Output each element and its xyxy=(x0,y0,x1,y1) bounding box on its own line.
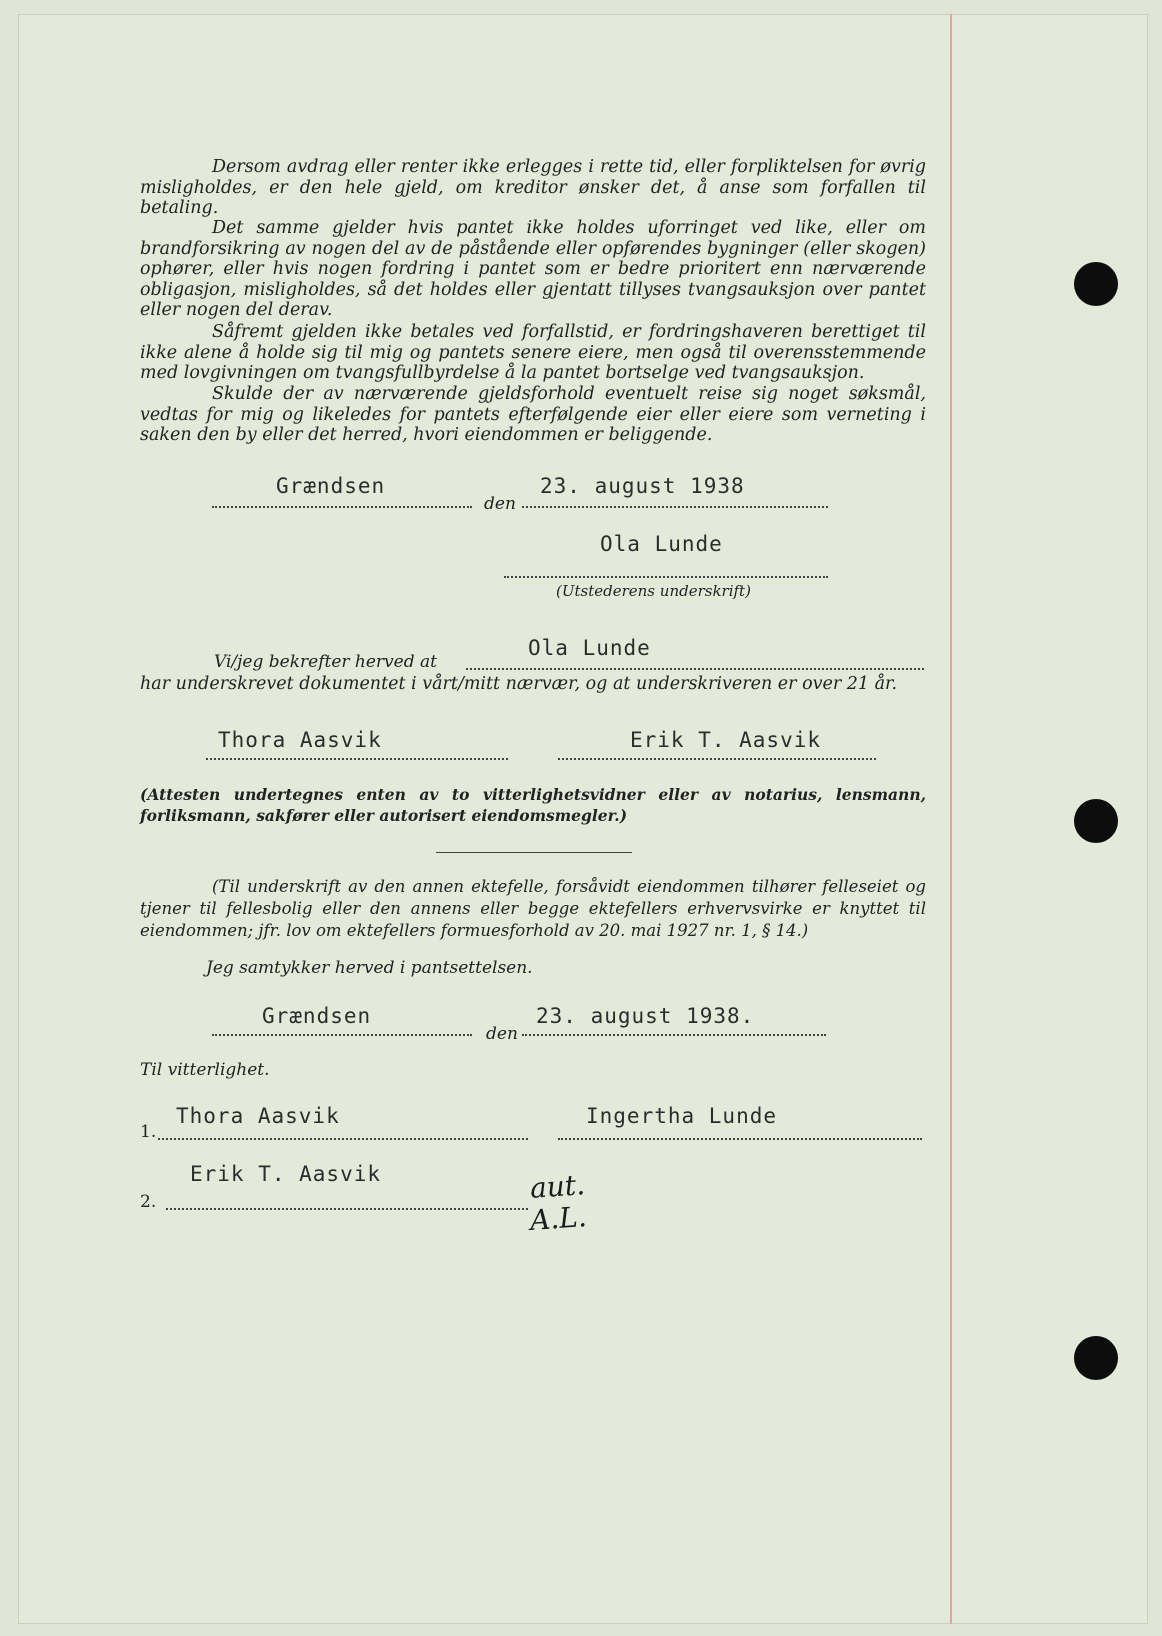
punch-hole-middle xyxy=(1074,799,1118,843)
spouse-den-label: den xyxy=(486,1024,518,1044)
consent-statement: Jeg samtykker herved i pantsettelsen. xyxy=(206,958,533,978)
spouse-note: (Til underskrift av den annen ektefelle, forsåvidt eiendommen tilhører felleseiet og tjener til fellesbolig eller den annens eller begge ektefellers erhvervsvirke er knyttet til eiendommen; jfr. lov om ektefellers formuesforhold av 20. mai 1927 nr. 1, § 14.) xyxy=(140,877,926,940)
confirm-signer-line xyxy=(466,668,924,670)
clause-enforcement: Såfremt gjelden ikke betales ved forfallstid, er fordringshaveren berettiget til ikke alene å holde sig til mig og pantets senere eiere, men også til overensstemmende med lovgivningen om tvangsfullbyrdelse å la pantet bortselge ved tvangsauksjon. xyxy=(140,322,926,383)
witness-row1-line xyxy=(158,1138,528,1140)
issuer-den-label: den xyxy=(484,494,516,514)
confirm-suffix: har underskrevet dokumentet i vårt/mitt nærvær, og at underskriveren er over 21 år. xyxy=(140,674,898,694)
punch-hole-bottom xyxy=(1074,1336,1118,1380)
witness-row2-number: 2. xyxy=(140,1192,157,1212)
spouse-date: 23. august 1938. xyxy=(536,1004,755,1028)
margin-line xyxy=(950,14,952,1624)
clause-default: Dersom avdrag eller renter ikke erlegges i rette tid, eller forpliktelsen for øvrig misligholdes, er den hele gjeld, om kreditor ønsker det, å anse som forfallen til betaling. xyxy=(140,157,926,218)
section-divider xyxy=(436,852,632,853)
issuer-date-line xyxy=(522,506,828,508)
issuer-signature-line xyxy=(504,576,828,578)
issuer-signature-caption: (Utstederens underskrift) xyxy=(556,582,751,600)
spouse-date-line xyxy=(522,1034,826,1036)
issuer-place: Grændsen xyxy=(276,474,386,498)
spouse-place: Grændsen xyxy=(262,1004,372,1028)
witness-row2-signature: Erik T. Aasvik xyxy=(190,1162,382,1186)
witness-1-signature: Thora Aasvik xyxy=(218,728,382,752)
issuer-signature: Ola Lunde xyxy=(600,532,723,556)
issuer-place-line xyxy=(212,506,472,508)
handwritten-annotation-2: A.L. xyxy=(528,1200,588,1237)
clause-venue: Skulde der av nærværende gjeldsforhold eventuelt reise sig noget søksmål, vedtas for mig og likeledes for pantets efterfølgende eier eller eiere som verneting i saken den by eller det herred, hvori eiendommen er beliggende. xyxy=(140,384,926,445)
witness-heading: Til vitterlighet. xyxy=(140,1060,270,1080)
clause-maintenance: Det samme gjelder hvis pantet ikke holdes uforringet ved like, eller om brandforsikring av nogen del av de påstående eller opførendes bygninger (eller skogen) ophører, eller hvis nogen fordring i pantet som er bedre prioritert enn nærværende obligasjon, misligholdes, så det holdes eller gjentatt tillyses tvangsauksjon over pantet eller nogen del derav. xyxy=(140,218,926,320)
witness-row1-number: 1. xyxy=(140,1122,157,1142)
spouse-signature: Ingertha Lunde xyxy=(586,1104,778,1128)
issuer-date: 23. august 1938 xyxy=(540,474,745,498)
witness-2-signature: Erik T. Aasvik xyxy=(630,728,822,752)
punch-hole-top xyxy=(1074,262,1118,306)
witness-row1-signature: Thora Aasvik xyxy=(176,1104,340,1128)
attestation-note: (Attesten undertegnes enten av to vitterlighetsvidner eller av notarius, lensmann, forliksmann, sakfører eller autorisert eiendomsmegler.) xyxy=(140,785,926,825)
witness-row2-line xyxy=(166,1208,528,1210)
confirm-signer-name: Ola Lunde xyxy=(528,636,651,660)
spouse-signature-line xyxy=(558,1138,922,1140)
handwritten-annotation-1: aut. xyxy=(528,1168,586,1205)
spouse-place-line xyxy=(212,1034,472,1036)
witness-2-line xyxy=(558,758,876,760)
confirm-prefix: Vi/jeg bekrefter herved at xyxy=(214,652,437,672)
witness-1-line xyxy=(206,758,508,760)
